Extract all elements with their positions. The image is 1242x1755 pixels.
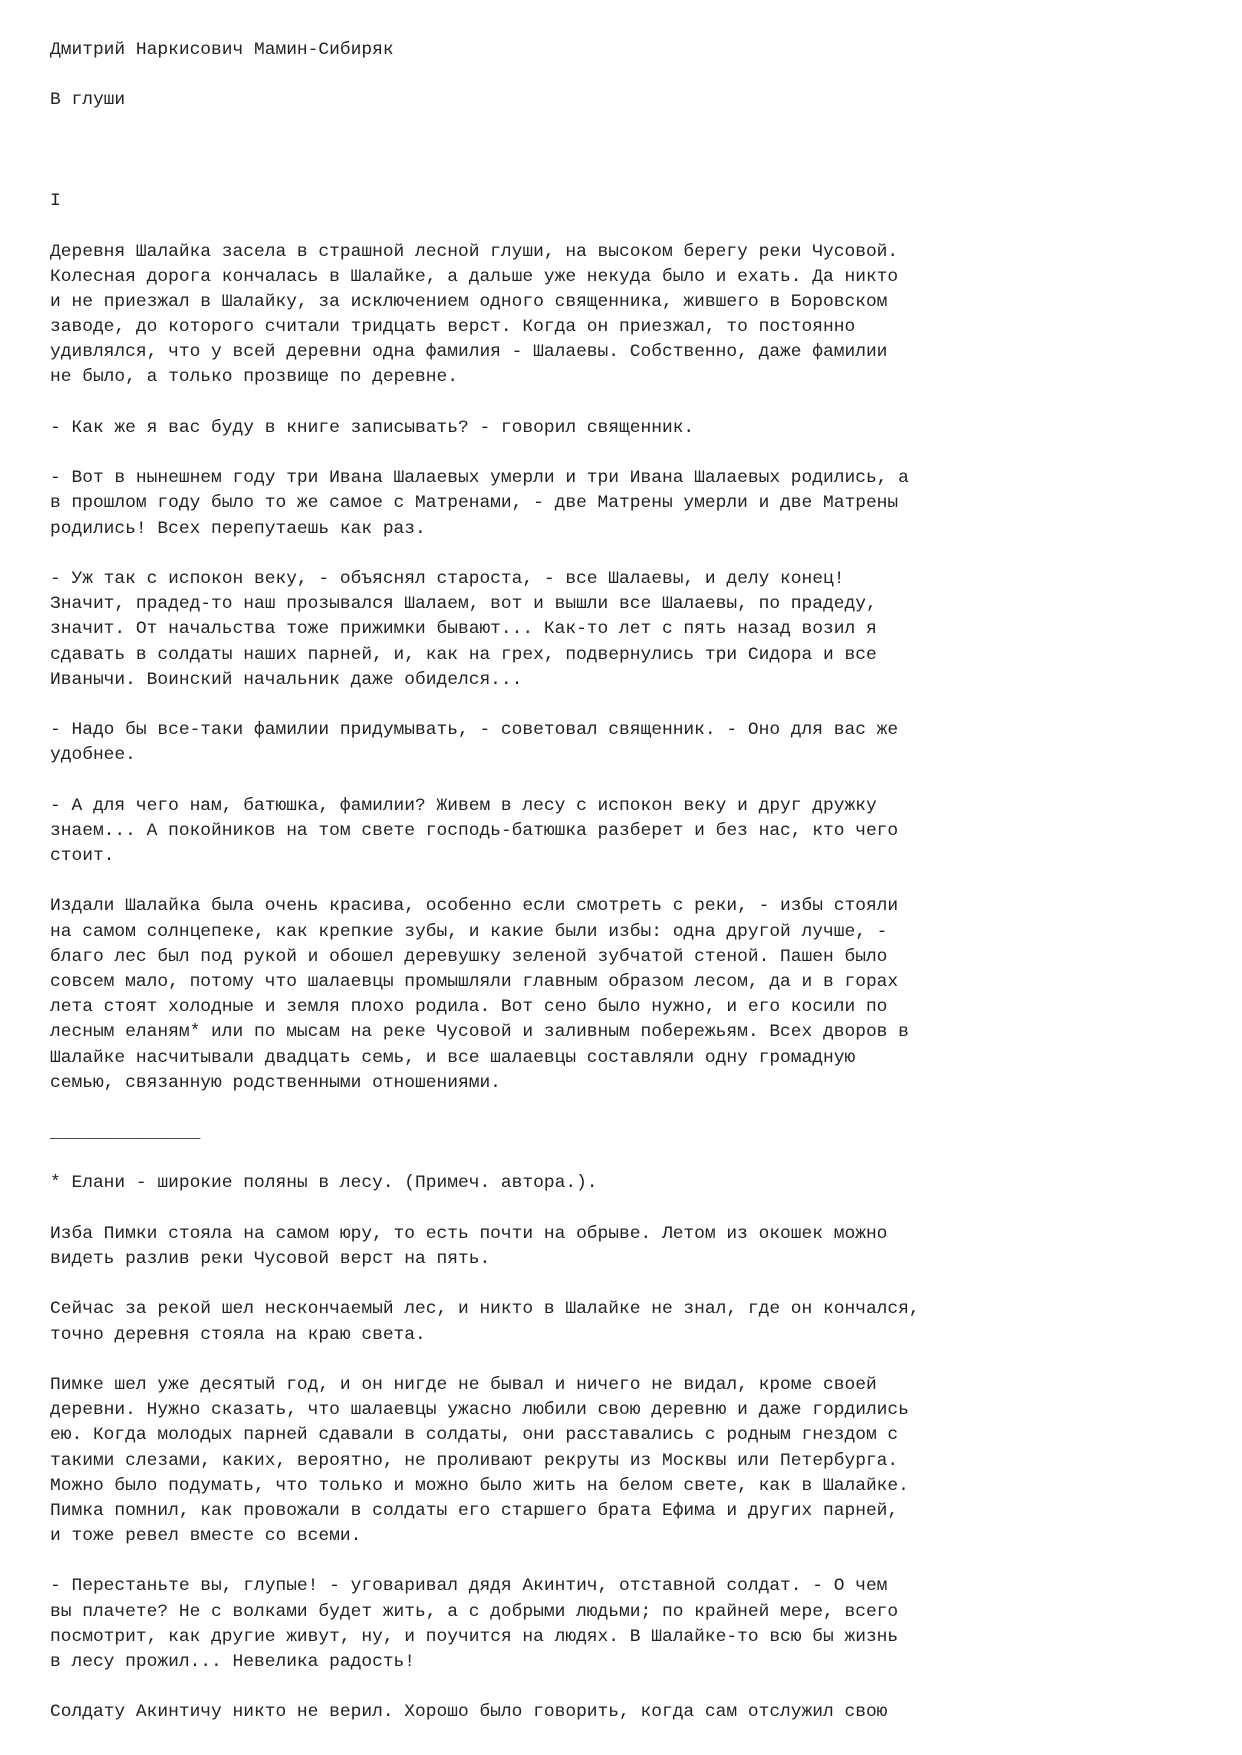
footnote-separator: ______________ bbox=[50, 1123, 201, 1144]
text-line: не было, а только прозвище по деревне. bbox=[50, 367, 458, 388]
paragraph bbox=[50, 794, 1190, 870]
paragraph bbox=[50, 1222, 1190, 1272]
text-line: Значит, прадед-то наш прозывался Шалаем, вот и вышли все Шалаевы, по прадеду, bbox=[50, 594, 877, 615]
text-line: знаем... А покойников на том свете господь-батюшка разберет и без нас, кто чего bbox=[50, 820, 899, 841]
paragraph bbox=[50, 894, 1190, 1096]
text-line: Иванычи. Воинский начальник даже обиделся... bbox=[50, 669, 523, 690]
text-line: и не приезжал в Шалайку, за исключением одного священника, жившего в Боровском bbox=[50, 291, 888, 312]
text-line: удивлялся, что у всей деревни одна фамилия - Шалаевы. Собственно, даже фамилии bbox=[50, 342, 888, 363]
text-line: Можно было подумать, что только и можно было жить на белом свете, как в Шалайке. bbox=[50, 1475, 909, 1496]
text-line: Издали Шалайка была очень красива, особенно если смотреть с реки, - избы стояли bbox=[50, 896, 899, 917]
text-line: лесным еланям* или по мысам на реке Чусовой и заливным побережьям. Всех дворов в bbox=[50, 1022, 909, 1043]
text-line: совсем мало, потому что шалаевцы промышляли главным образом лесом, да и в горах bbox=[50, 971, 899, 992]
paragraph bbox=[50, 416, 1190, 441]
text-line: - Перестаньте вы, глупые! - уговаривал дядя Акинтич, отставной солдат. - О чем bbox=[50, 1576, 888, 1597]
text-line: Сейчас за рекой шел нескончаемый лес, и никто в Шалайке не знал, где он кончался, bbox=[50, 1299, 920, 1320]
text-line: заводе, до которого считали тридцать верст. Когда он приезжал, то постоянно bbox=[50, 317, 856, 338]
work-title: В глуши bbox=[50, 90, 126, 111]
text-line: - А для чего нам, батюшка, фамилии? Живем в лесу с испокон веку и друг дружку bbox=[50, 795, 877, 816]
text-line: Шалайке насчитывали двадцать семь, и все шалаевцы составляли одну громадную bbox=[50, 1047, 856, 1068]
chapter-number: I bbox=[50, 191, 61, 212]
text-line: вы плачете? Не с волками будет жить, а с добрыми людьми; по крайней мере, всего bbox=[50, 1601, 899, 1622]
text-line: деревни. Нужно сказать, что шалаевцы ужасно любили свою деревню и даже гордились bbox=[50, 1400, 909, 1421]
text-line: благо лес был под рукой и обошел деревушку зеленой зубчатой стеной. Пашен было bbox=[50, 946, 888, 967]
text-line: Солдату Акинтичу никто не верил. Хорошо было говорить, когда сам отслужил свою bbox=[50, 1702, 888, 1723]
text-line: удобнее. bbox=[50, 745, 136, 766]
body-text-after-note bbox=[50, 1222, 1190, 1726]
paragraph bbox=[50, 1700, 1190, 1725]
text-line: - Уж так с испокон веку, - объяснял староста, - все Шалаевы, и делу конец! bbox=[50, 568, 845, 589]
footnote: * Елани - широкие поляны в лесу. (Примеч. автора.). bbox=[50, 1173, 598, 1194]
text-line: видеть разлив реки Чусовой верст на пять. bbox=[50, 1249, 491, 1270]
text-line: в прошлом году было то же самое с Матренами, - две Матрены умерли и две Матрены bbox=[50, 493, 899, 514]
paragraph bbox=[50, 240, 1190, 391]
text-line: на самом солнцепеке, как крепкие зубы, и какие были избы: одна другой лучше, - bbox=[50, 921, 888, 942]
body-text-before-note bbox=[50, 240, 1190, 1096]
text-line: Изба Пимки стояла на самом юру, то есть почти на обрыве. Летом из окошек можно bbox=[50, 1223, 888, 1244]
document-page bbox=[50, 38, 1190, 1726]
paragraph bbox=[50, 567, 1190, 693]
paragraph bbox=[50, 1373, 1190, 1549]
text-line: в лесу прожил... Невелика радость! bbox=[50, 1652, 416, 1673]
paragraph bbox=[50, 1574, 1190, 1675]
text-line: Колесная дорога кончалась в Шалайке, а дальше уже некуда было и ехать. Да никто bbox=[50, 266, 899, 287]
text-line: Пимка помнил, как провожали в солдаты его старшего брата Ефима и других парней, bbox=[50, 1500, 899, 1521]
text-line: - Как же я вас буду в книге записывать? - говорил священник. bbox=[50, 417, 695, 438]
text-line: стоит. bbox=[50, 846, 115, 867]
text-line: родились! Всех перепутаешь как раз. bbox=[50, 518, 426, 539]
paragraph bbox=[50, 718, 1190, 768]
text-line: семью, связанную родственными отношениями. bbox=[50, 1072, 501, 1093]
text-line: лета стоят холодные и земля плохо родила. Вот сено было нужно, и его косили по bbox=[50, 997, 888, 1018]
text-line: ею. Когда молодых парней сдавали в солдаты, они расставались с родным гнездом с bbox=[50, 1425, 899, 1446]
paragraph bbox=[50, 466, 1190, 542]
text-line: - Надо бы все-таки фамилии придумывать, - советовал священник. - Оно для вас же bbox=[50, 720, 899, 741]
text-line: и тоже ревел вместе со всеми. bbox=[50, 1526, 362, 1547]
text-line: значит. От начальства тоже прижимки бывают... Как-то лет с пять назад возил я bbox=[50, 619, 877, 640]
text-line: сдавать в солдаты наших парней, и, как на грех, подвернулись три Сидора и все bbox=[50, 644, 877, 665]
text-line: точно деревня стояла на краю света. bbox=[50, 1324, 426, 1345]
text-line: такими слезами, каких, вероятно, не проливают рекруты из Москвы или Петербурга. bbox=[50, 1450, 899, 1471]
author-name: Дмитрий Наркисович Мамин-Сибиряк bbox=[50, 40, 394, 60]
text-line: Пимке шел уже десятый год, и он нигде не бывал и ничего не видал, кроме своей bbox=[50, 1374, 877, 1395]
text-line: Деревня Шалайка засела в страшной лесной глуши, на высоком берегу реки Чусовой. bbox=[50, 241, 899, 262]
text-line: посмотрит, как другие живут, ну, и поучится на людях. В Шалайке-то всю бы жизнь bbox=[50, 1626, 899, 1647]
paragraph bbox=[50, 1297, 1190, 1347]
text-line: - Вот в нынешнем году три Ивана Шалаевых умерли и три Ивана Шалаевых родились, а bbox=[50, 468, 909, 489]
